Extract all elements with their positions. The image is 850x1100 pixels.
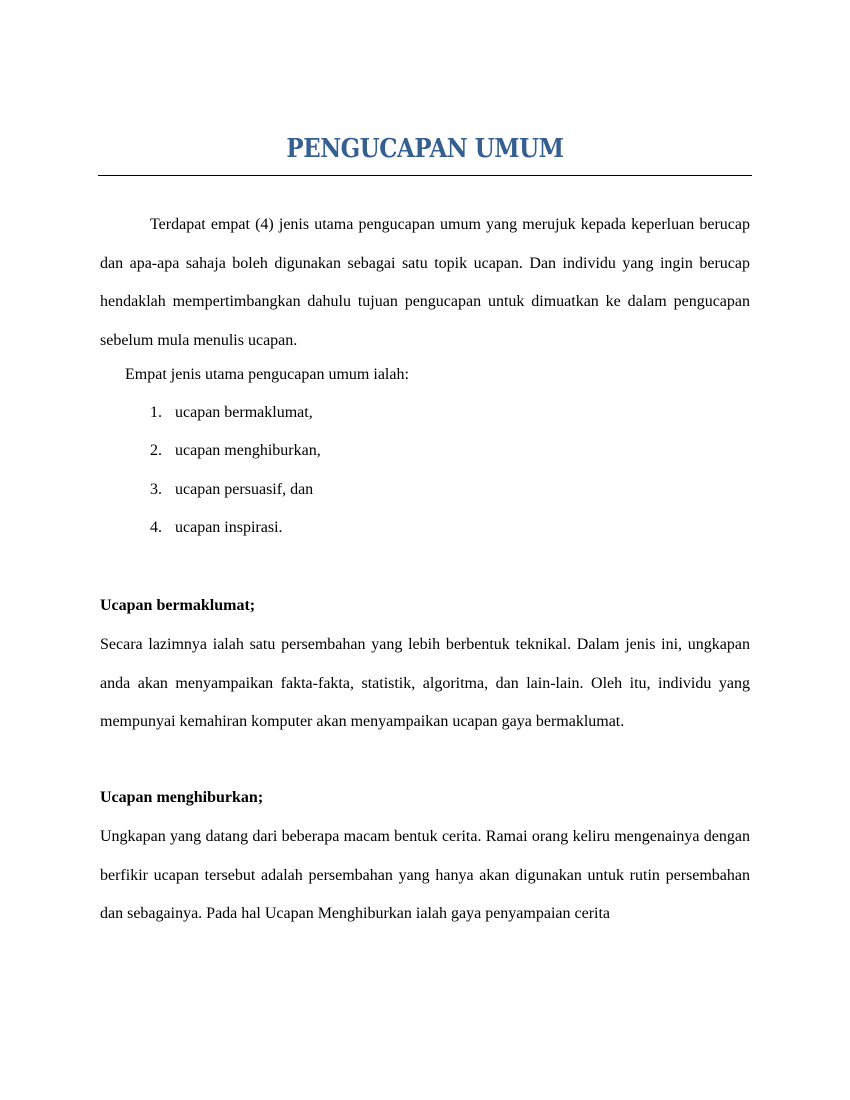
list-number: 3. [150, 481, 162, 498]
list-number: 2. [150, 442, 162, 459]
section-heading: Ucapan menghiburkan; [100, 789, 264, 806]
list-item [150, 481, 313, 499]
list-item [150, 404, 313, 422]
title-underline [98, 175, 752, 176]
list-text: ucapan persuasif, dan [175, 481, 314, 498]
list-item [150, 519, 283, 537]
list-text: ucapan bermaklumat, [175, 404, 313, 421]
document-title: PENGUCAPAN UMUM [286, 134, 564, 164]
list-number: 4. [150, 519, 162, 536]
list-text: ucapan menghiburkan, [175, 442, 321, 459]
list-number: 1. [150, 404, 162, 421]
section-body: Secara lazimnya ialah satu persembahan yang lebih berbentuk teknikal. Dalam jenis ini, ungkapan anda akan menyampaikan fakta-fakta, statistik, algoritma, dan lain-lain. Oleh itu, individu yang mempunyai kemahiran komputer akan menyampaikan ucapan gaya bermaklumat. [100, 636, 750, 730]
list-text: ucapan inspirasi. [175, 519, 283, 536]
intro-paragraph: Terdapat empat (4) jenis utama pengucapan umum yang merujuk kepada keperluan berucap dan apa-apa sahaja boleh digunakan sebagai satu topik ucapan. Dan individu yang ingin berucap hendaklah mempertimbangkan dahulu tujuan pengucapan untuk dimuatkan ke dalam pengucapan sebelum mula menulis ucapan. [100, 216, 750, 349]
section-heading: Ucapan bermaklumat; [100, 597, 256, 614]
section-body: Ungkapan yang datang dari beberapa macam bentuk cerita. Ramai orang keliru mengenainya dengan berfikir ucapan tersebut adalah persembahan yang hanya akan digunakan untuk rutin persembahan dan sebagainya. Pada hal Ucapan Menghiburkan ialah gaya penyampaian cerita [100, 828, 750, 922]
list-item [150, 442, 321, 460]
list-intro: Empat jenis utama pengucapan umum ialah: [125, 366, 409, 383]
